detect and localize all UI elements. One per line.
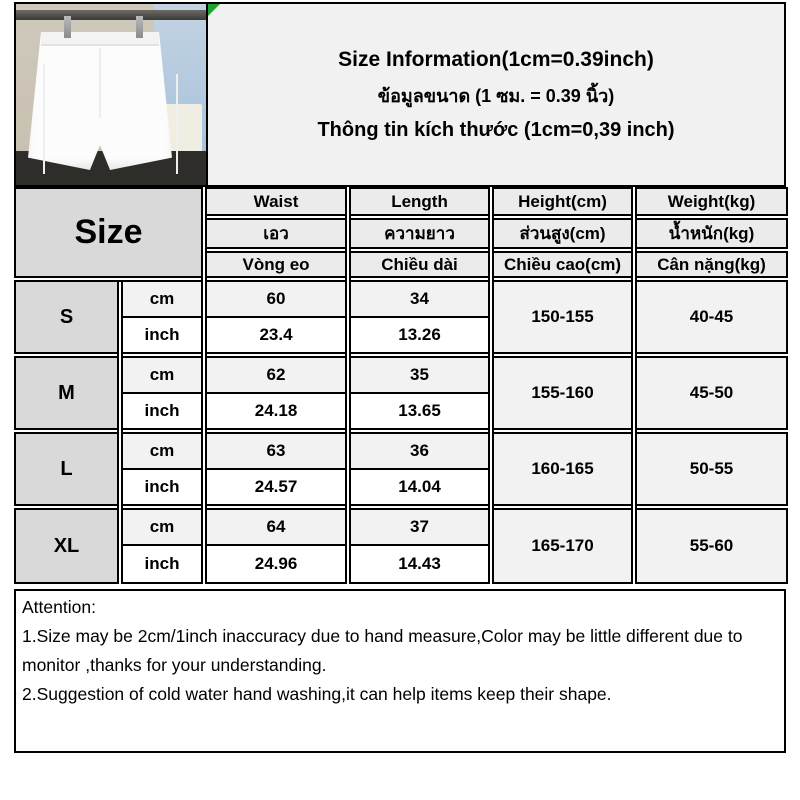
- drawstring-graphic: [176, 74, 178, 174]
- unit-cm-label: cm: [120, 355, 204, 393]
- size-table: [14, 187, 788, 584]
- title-vietnamese: Thông tin kích thước (1cm=0,39 inch): [317, 118, 675, 141]
- weight-value: 55-60: [634, 507, 787, 583]
- waist-inch-value: 24.57: [204, 469, 348, 507]
- height-header-vi: Chiều cao(cm): [491, 250, 634, 279]
- length-cm-value: 36: [348, 431, 491, 469]
- length-cm-value: 37: [348, 507, 491, 545]
- height-value: 165-170: [491, 507, 634, 583]
- header-row-en: [15, 188, 787, 217]
- length-inch-value: 14.04: [348, 469, 491, 507]
- title-panel: [208, 4, 784, 185]
- waist-header-en: Waist: [204, 188, 348, 217]
- product-photo: [16, 4, 208, 185]
- attention-box: [14, 589, 786, 753]
- hanger-clip-icon: [64, 16, 71, 38]
- size-row-l-cm: [15, 431, 787, 469]
- height-value: 155-160: [491, 355, 634, 431]
- waist-inch-value: 23.4: [204, 317, 348, 355]
- waist-header-th: เอว: [204, 217, 348, 250]
- unit-cm-label: cm: [120, 431, 204, 469]
- weight-value: 40-45: [634, 279, 787, 355]
- attention-note-2: 2.Suggestion of cold water hand washing,it can help items keep their shape.: [22, 684, 612, 704]
- size-label: M: [15, 355, 120, 431]
- hanger-clip-icon: [136, 16, 143, 38]
- unit-cm-label: cm: [120, 279, 204, 317]
- height-header-en: Height(cm): [491, 188, 634, 217]
- unit-inch-label: inch: [120, 393, 204, 431]
- waist-header-vi: Vòng eo: [204, 250, 348, 279]
- waist-inch-value: 24.18: [204, 393, 348, 431]
- waist-cm-value: 60: [204, 279, 348, 317]
- unit-inch-label: inch: [120, 469, 204, 507]
- attention-note-1: 1.Size may be 2cm/1inch inaccuracy due to hand measure,Color may be little different due to monitor ,thanks for your understanding.: [22, 626, 743, 675]
- size-corner-cell: Size: [15, 188, 204, 279]
- size-row-xl-cm: [15, 507, 787, 545]
- weight-header-th: น้ำหนัก(kg): [634, 217, 787, 250]
- weight-header-en: Weight(kg): [634, 188, 787, 217]
- size-label: XL: [15, 507, 120, 583]
- size-label: S: [15, 279, 120, 355]
- title-thai: ข้อมูลขนาด (1 ซม. = 0.39 นิ้ว): [377, 85, 615, 106]
- height-value: 150-155: [491, 279, 634, 355]
- green-corner-icon: [208, 4, 220, 16]
- length-cm-value: 34: [348, 279, 491, 317]
- unit-inch-label: inch: [120, 317, 204, 355]
- weight-header-vi: Cân nặng(kg): [634, 250, 787, 279]
- length-inch-value: 13.65: [348, 393, 491, 431]
- hanger-rod-graphic: [16, 10, 206, 20]
- length-inch-value: 13.26: [348, 317, 491, 355]
- unit-cm-label: cm: [120, 507, 204, 545]
- length-cm-value: 35: [348, 355, 491, 393]
- height-header-th: ส่วนสูง(cm): [491, 217, 634, 250]
- length-inch-value: 14.43: [348, 545, 491, 583]
- shorts-seam-graphic: [99, 48, 101, 118]
- waist-cm-value: 64: [204, 507, 348, 545]
- weight-value: 45-50: [634, 355, 787, 431]
- content-area: [14, 2, 786, 753]
- height-value: 160-165: [491, 431, 634, 507]
- waist-cm-value: 63: [204, 431, 348, 469]
- drawstring-graphic: [43, 64, 45, 174]
- top-section: [14, 2, 786, 187]
- length-header-en: Length: [348, 188, 491, 217]
- title-english: Size Information(1cm=0.39inch): [338, 47, 654, 71]
- size-label: L: [15, 431, 120, 507]
- length-header-vi: Chiều dài: [348, 250, 491, 279]
- attention-title: Attention:: [22, 597, 96, 617]
- waist-cm-value: 62: [204, 355, 348, 393]
- size-row-s-cm: [15, 279, 787, 317]
- weight-value: 50-55: [634, 431, 787, 507]
- unit-inch-label: inch: [120, 545, 204, 583]
- waist-inch-value: 24.96: [204, 545, 348, 583]
- size-row-m-cm: [15, 355, 787, 393]
- length-header-th: ความยาว: [348, 217, 491, 250]
